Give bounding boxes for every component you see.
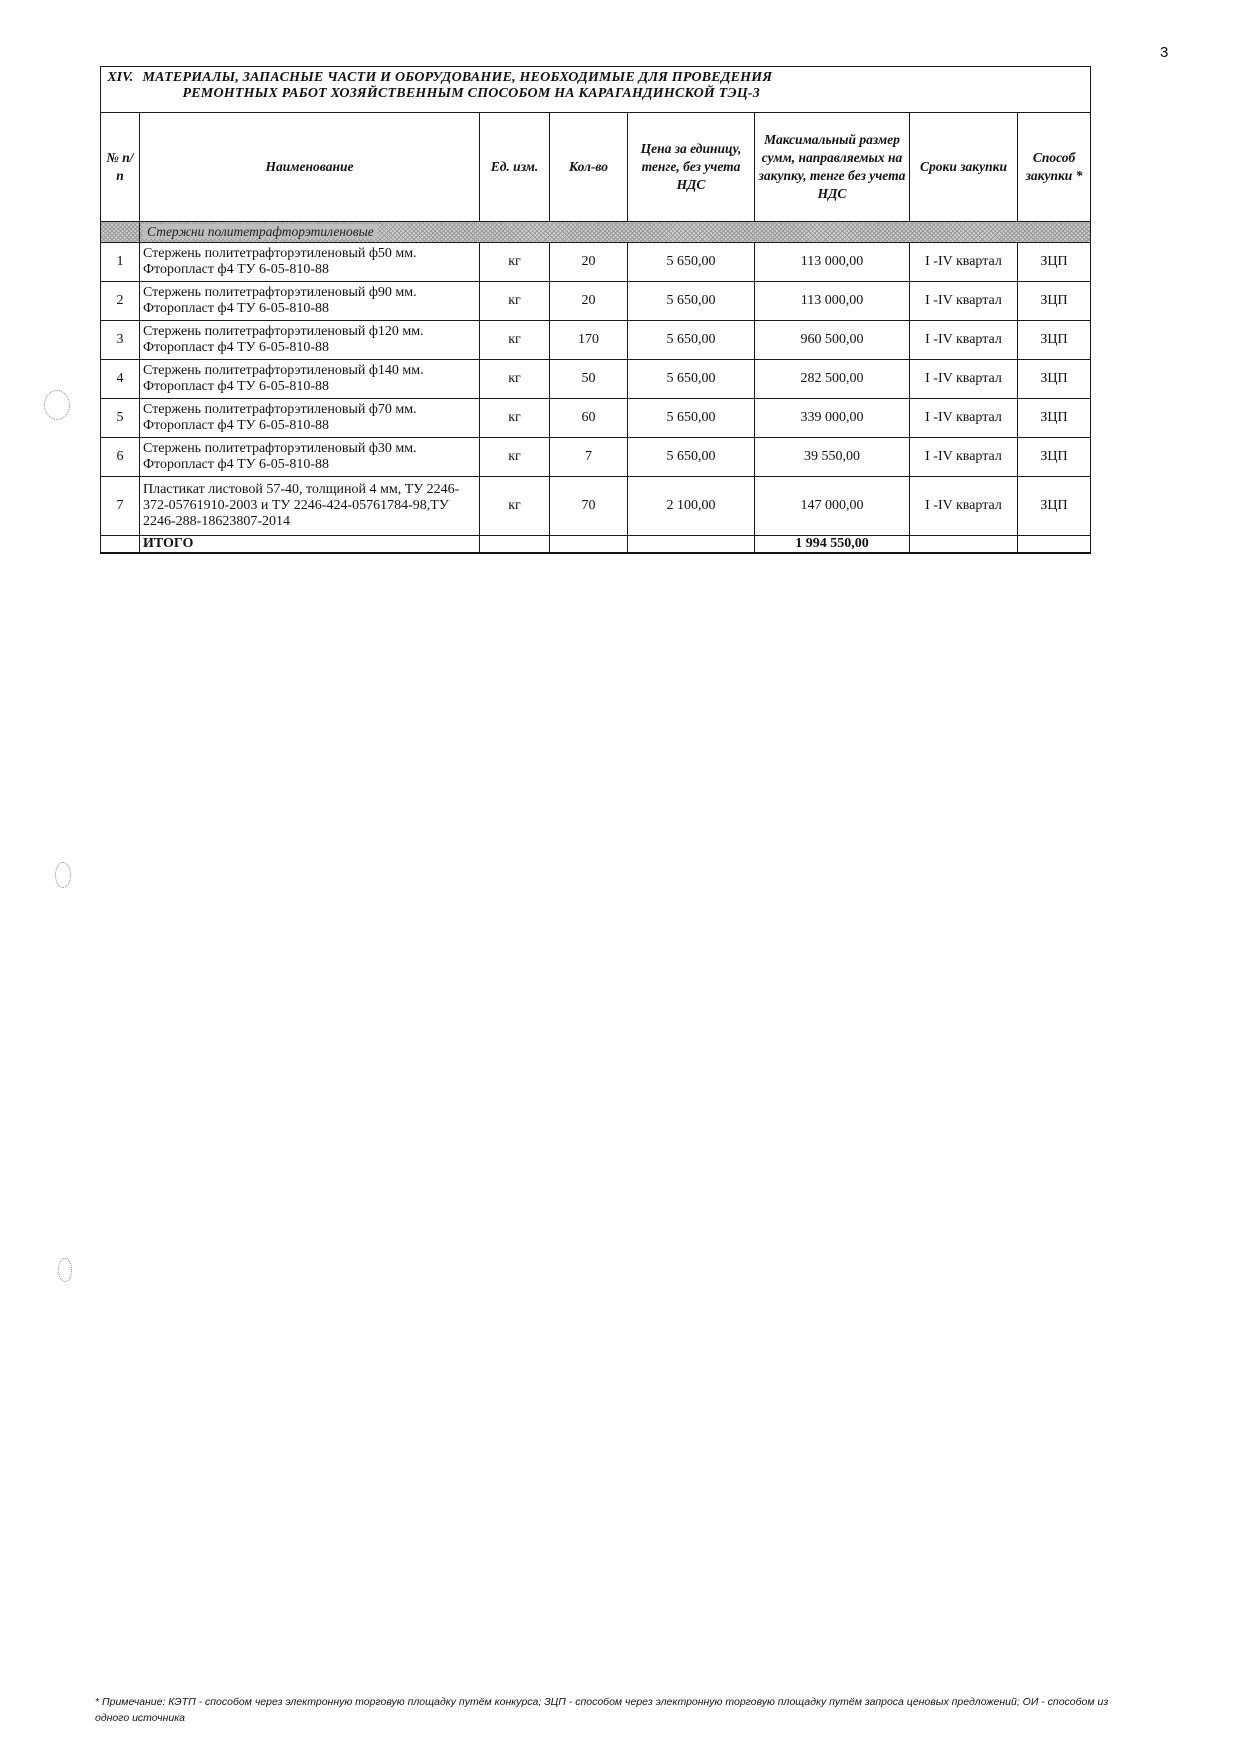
row-num: 6 — [101, 438, 140, 477]
punch-hole-mark — [44, 390, 70, 420]
row-period: I -IV квартал — [910, 477, 1018, 536]
row-period: I -IV квартал — [910, 399, 1018, 438]
table-header-row — [101, 113, 1091, 222]
table-row — [101, 399, 1091, 438]
section-number: XIV. — [101, 67, 140, 113]
row-name: Стержень политетрафторэтиленовый ф140 мм. Фторопласт ф4 ТУ 6-05-810-88 — [140, 360, 480, 399]
row-unit: кг — [480, 399, 550, 438]
table-row — [101, 360, 1091, 399]
row-name: Пластикат листовой 57-40, толщиной 4 мм, ТУ 2246-372-05761910-2003 и ТУ 2246-424-05761784-98,ТУ 2246-288-18623807-2014 — [140, 477, 480, 536]
row-price: 5 650,00 — [628, 282, 755, 321]
row-method: ЗЦП — [1018, 282, 1091, 321]
row-method: ЗЦП — [1018, 243, 1091, 282]
group-label: Стержни политетрафторэтиленовые — [143, 224, 378, 239]
row-period: I -IV квартал — [910, 360, 1018, 399]
row-unit: кг — [480, 360, 550, 399]
row-name: Стержень политетрафторэтиленовый ф70 мм. Фторопласт ф4 ТУ 6-05-810-88 — [140, 399, 480, 438]
row-unit: кг — [480, 477, 550, 536]
row-qty: 60 — [550, 399, 628, 438]
col-header-method: Способ закупки * — [1018, 113, 1091, 222]
page-number: 3 — [1160, 44, 1169, 61]
table-row — [101, 321, 1091, 360]
row-period: I -IV квартал — [910, 438, 1018, 477]
row-name: Стержень политетрафторэтиленовый ф50 мм. Фторопласт ф4 ТУ 6-05-810-88 — [140, 243, 480, 282]
row-method: ЗЦП — [1018, 399, 1091, 438]
row-qty: 20 — [550, 282, 628, 321]
row-period: I -IV квартал — [910, 321, 1018, 360]
col-header-qty: Кол-во — [550, 113, 628, 222]
row-unit: кг — [480, 282, 550, 321]
row-period: I -IV квартал — [910, 243, 1018, 282]
group-row — [101, 222, 1091, 243]
row-method: ЗЦП — [1018, 321, 1091, 360]
row-unit: кг — [480, 321, 550, 360]
row-price: 2 100,00 — [628, 477, 755, 536]
table-body — [101, 243, 1091, 536]
row-sum: 147 000,00 — [755, 477, 910, 536]
procurement-table — [100, 66, 1091, 554]
row-qty: 50 — [550, 360, 628, 399]
col-header-name: Наименование — [140, 113, 480, 222]
table-row — [101, 438, 1091, 477]
col-header-num: № п/п — [101, 113, 140, 222]
row-price: 5 650,00 — [628, 399, 755, 438]
row-num: 1 — [101, 243, 140, 282]
col-header-max-sum: Максимальный размер сумм, направляемых на закупку, тенге без учета НДС — [755, 113, 910, 222]
row-num: 7 — [101, 477, 140, 536]
col-header-price: Цена за единицу, тенге, без учета НДС — [628, 113, 755, 222]
row-num: 5 — [101, 399, 140, 438]
row-price: 5 650,00 — [628, 321, 755, 360]
row-num: 3 — [101, 321, 140, 360]
row-price: 5 650,00 — [628, 360, 755, 399]
footnote: * Примечание: КЭТП - способом через электронную торговую площадку путём конкурса; ЗЦП - способом через электронную торговую площадку путём запроса ценовых предложений; ОИ - способом из одного источника — [95, 1696, 1109, 1724]
row-name: Стержень политетрафторэтиленовый ф120 мм. Фторопласт ф4 ТУ 6-05-810-88 — [140, 321, 480, 360]
row-method: ЗЦП — [1018, 360, 1091, 399]
col-header-unit: Ед. изм. — [480, 113, 550, 222]
row-qty: 7 — [550, 438, 628, 477]
punch-hole-mark — [58, 1258, 72, 1282]
row-method: ЗЦП — [1018, 477, 1091, 536]
row-period: I -IV квартал — [910, 282, 1018, 321]
row-sum: 282 500,00 — [755, 360, 910, 399]
col-header-period: Сроки закупки — [910, 113, 1018, 222]
section-title — [140, 67, 1091, 113]
row-qty: 70 — [550, 477, 628, 536]
row-price: 5 650,00 — [628, 438, 755, 477]
row-method: ЗЦП — [1018, 438, 1091, 477]
row-qty: 20 — [550, 243, 628, 282]
row-unit: кг — [480, 438, 550, 477]
row-sum: 960 500,00 — [755, 321, 910, 360]
total-label: ИТОГО — [140, 536, 480, 554]
row-num: 4 — [101, 360, 140, 399]
section-title-line1: МАТЕРИАЛЫ, ЗАПАСНЫЕ ЧАСТИ И ОБОРУДОВАНИЕ, НЕОБХОДИМЫЕ ДЛЯ ПРОВЕДЕНИЯ — [142, 70, 773, 85]
total-sum: 1 994 550,00 — [755, 536, 910, 554]
section-title-row — [101, 67, 1091, 113]
section-title-line2: РЕМОНТНЫХ РАБОТ ХОЗЯЙСТВЕННЫМ СПОСОБОМ НА КАРАГАНДИНСКОЙ ТЭЦ-3 — [182, 86, 760, 101]
row-sum: 113 000,00 — [755, 243, 910, 282]
table-row — [101, 243, 1091, 282]
row-num: 2 — [101, 282, 140, 321]
row-sum: 39 550,00 — [755, 438, 910, 477]
row-sum: 113 000,00 — [755, 282, 910, 321]
row-name: Стержень политетрафторэтиленовый ф30 мм. Фторопласт ф4 ТУ 6-05-810-88 — [140, 438, 480, 477]
row-qty: 170 — [550, 321, 628, 360]
row-price: 5 650,00 — [628, 243, 755, 282]
row-name: Стержень политетрафторэтиленовый ф90 мм. Фторопласт ф4 ТУ 6-05-810-88 — [140, 282, 480, 321]
total-row — [101, 536, 1091, 554]
table-row — [101, 282, 1091, 321]
table-row — [101, 477, 1091, 536]
row-unit: кг — [480, 243, 550, 282]
punch-hole-mark — [55, 862, 71, 888]
row-sum: 339 000,00 — [755, 399, 910, 438]
